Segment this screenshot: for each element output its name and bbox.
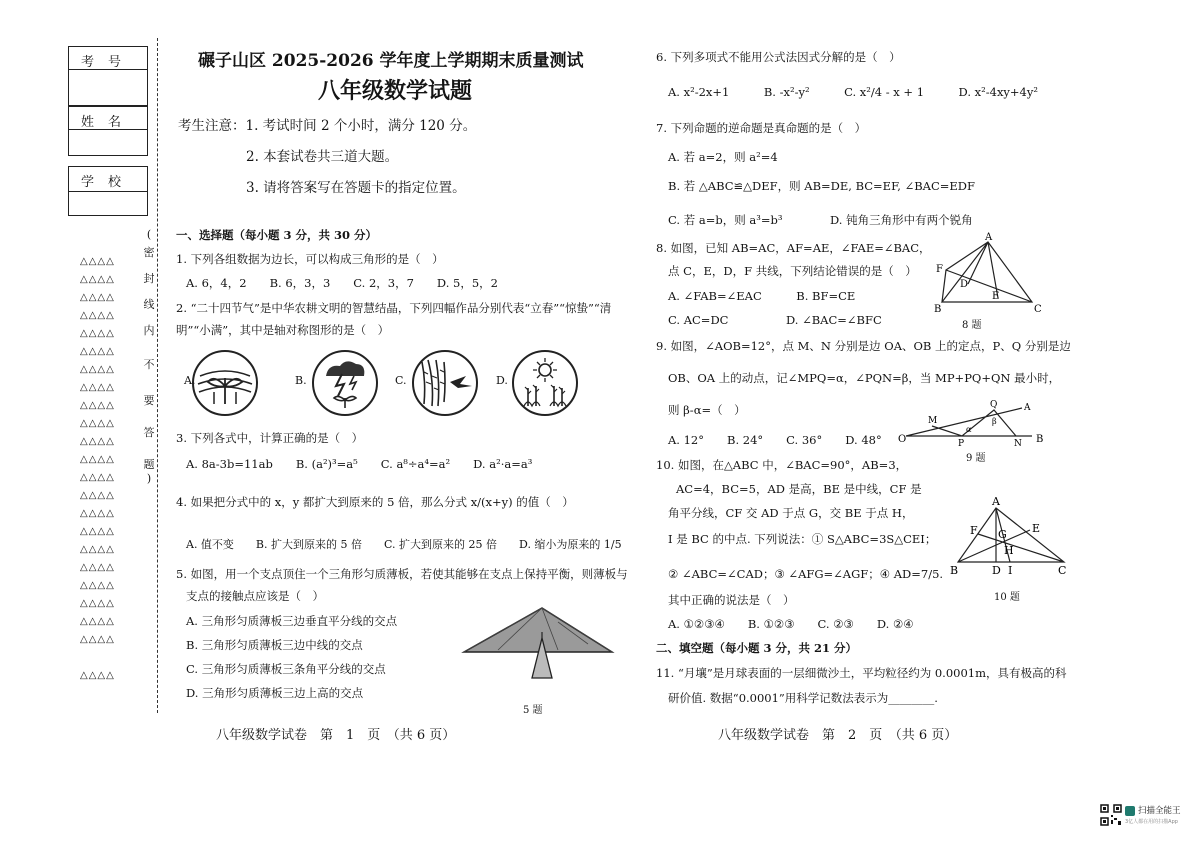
triangle-row: △△△△ [80, 400, 115, 411]
question-9-line-2: OB、OA 上的动点，记∠MPQ=α，∠PQN=β，当 MP+PQ+QN 最小时， [668, 371, 1061, 385]
name-box[interactable] [68, 106, 148, 156]
question-9-options: A. 12° B. 24° C. 36° D. 48° [668, 433, 882, 447]
triangle-row: △△△△ [80, 418, 115, 429]
exam-subtitle: 八年级数学试题 [318, 78, 473, 104]
question-3: 3. 下列各式中，计算正确的是（ ） [176, 431, 364, 445]
figure-5-caption: 5 题 [523, 705, 543, 716]
point-label: C [1058, 564, 1067, 577]
point-label: Q [990, 400, 998, 410]
question-7-option-d: D. 钝角三角形中有两个锐角 [830, 213, 973, 227]
triangle-row: △△△△ [80, 274, 115, 285]
question-10-line-6: 其中正确的说法是（ ） [668, 593, 795, 607]
question-1: 1. 下列各组数据为边长，可以构成三角形的是（ ） [176, 252, 444, 266]
figure-8-diagram [932, 232, 1048, 316]
sun-wheat-icon [514, 352, 576, 414]
question-2-line-1: 2. “二十四节气”是中华农耕文明的智慧结晶，下列四幅作品分别代表“立春”“惊蛰”“清 [176, 301, 612, 315]
notice-line-2: 2. 本套试卷共三道大题。 [246, 149, 399, 165]
solar-term-image-d [512, 350, 578, 416]
question-2-line-2: 明”“小满”，其中是轴对称图形的是（ ） [176, 323, 390, 337]
question-10-line-2: AC=4，BC=5，AD 是高，BE 是中线，CF 是 [676, 482, 922, 496]
triangle-row: △△△△ [80, 544, 115, 555]
triangle-row: △△△△ [80, 472, 115, 483]
triangle-row: △△△△ [80, 364, 115, 375]
triangle-row: △△△△ [80, 598, 115, 609]
point-label: B [1036, 434, 1044, 445]
question-7: 7. 下列命题的逆命题是真命题的是（ ） [656, 121, 867, 135]
question-8-line-2: 点 C，E，D，F 共线，下列结论错误的是（ ） [668, 264, 917, 278]
question-10-line-5: ② ∠ABC=∠CAD；③ ∠AFG=∠AGF；④ AD=7/5. [668, 567, 944, 581]
page-1-footer: 八年级数学试卷 第 1 页 （共 6 页） [216, 728, 456, 743]
seal-char: 内 [143, 324, 155, 337]
page-2-footer: 八年级数学试卷 第 2 页 （共 6 页） [718, 728, 958, 743]
question-10-options: A. ①②③④ B. ①②③ C. ②③ D. ②④ [668, 617, 914, 631]
balance-plate-figure [458, 604, 618, 714]
angle-label: β [992, 417, 997, 426]
exam-number-label: 考号 [80, 55, 135, 70]
option-label: A. [184, 374, 196, 387]
triangle-row: △△△△ [80, 454, 115, 465]
question-10-line-4: I 是 BC 的中点. 下列说法：① S△ABC=3S△CEI； [668, 532, 937, 546]
triangle-row: △△△△ [80, 346, 115, 357]
point-label: F [970, 524, 978, 537]
figure-10-diagram [948, 496, 1070, 580]
triangle-row: △△△△ [80, 328, 115, 339]
question-10-line-3: 角平分线，CF 交 AD 于点 G，交 BE 于点 H， [668, 506, 914, 520]
triangle-row: △△△△ [80, 634, 115, 645]
triangle-row: △△△△ [80, 490, 115, 501]
triangle-row: △△△△ [80, 292, 115, 303]
name-label: 姓名 [80, 115, 135, 130]
solar-term-image-c [412, 350, 478, 416]
question-6-options: A. x²-2x+1 B. -x²-y² C. x²/4 - x + 1 D. x²-4xy+4y² [668, 85, 1038, 99]
scanner-app-name: 扫描全能王 [1138, 806, 1181, 816]
question-8-options-ab: A. ∠FAB=∠EAC B. BF=CE [668, 289, 856, 303]
point-label: M [928, 416, 938, 426]
triangle-row: △△△△ [80, 562, 115, 573]
scanner-app-slogan: 3亿人都在用的扫描App [1125, 819, 1178, 825]
triangle-row: △△△△ [80, 580, 115, 591]
question-9-line-3: 则 β-α=（ ） [668, 403, 746, 417]
question-5-line-1: 5. 如图，用一个支点顶住一个三角形匀质薄板，若使其能够在支点上保持平衡，则薄板与 [176, 567, 628, 581]
section-heading: 一、选择题（每小题 3 分，共 30 分） [176, 228, 378, 242]
question-5-option-a: A. 三角形匀质薄板三边垂直平分线的交点 [186, 614, 398, 628]
triangle-row: △△△△ [80, 526, 115, 537]
triangle-row: △△△△ [80, 508, 115, 519]
point-label: D [960, 279, 969, 290]
figure-10-caption: 10 题 [994, 592, 1020, 603]
question-1-options: A. 6，4，2 B. 6，3，3 C. 2，3，7 D. 5，5，2 [186, 276, 498, 290]
question-5-option-b: B. 三角形匀质薄板三边中线的交点 [186, 638, 363, 652]
question-6: 6. 下列多项式不能用公式法因式分解的是（ ） [656, 50, 901, 64]
exam-number-box[interactable] [68, 46, 148, 106]
figure-9-caption: 9 题 [966, 453, 986, 464]
seal-char: 线 [143, 298, 155, 311]
thunder-icon [314, 352, 376, 414]
question-4: 4. 如果把分式中的 x，y 都扩大到原来的 5 倍，那么分式 x/(x+y) 的值（ ） [176, 495, 574, 509]
question-8-line-1: 8. 如图，已知 AB=AC，AF=AE，∠FAE=∠BAC， [656, 241, 931, 255]
point-label: O [898, 434, 907, 445]
solar-term-image-a [192, 350, 258, 416]
triangle-row: △△△△ [80, 436, 115, 447]
point-label: A [992, 496, 1000, 508]
triangle-row: △△△△ [80, 310, 115, 321]
divider [69, 129, 147, 130]
question-4-options: A. 值不变 B. 扩大到原来的 5 倍 C. 扩大到原来的 25 倍 D. 缩小为原来的 1/5 [186, 538, 622, 551]
divider [69, 191, 147, 192]
point-label: B [950, 564, 959, 577]
figure-9-diagram [896, 398, 1048, 446]
seal-char: 不 [143, 358, 155, 371]
cs-logo-icon [1125, 806, 1135, 816]
question-11-line-1: 11. “月壤”是月球表面的一层细微沙土，平均粒径约为 0.0001m，具有极高的科 [656, 666, 1067, 680]
point-label: H [1004, 544, 1014, 557]
option-label: B. [295, 374, 307, 387]
triangle-row: △△△△ [80, 256, 115, 267]
point-label: A [1024, 403, 1031, 413]
question-11-line-2: 研价值. 数据“0.0001”用科学记数法表示为________. [668, 691, 938, 705]
question-10-line-1: 10. 如图，在△ABC 中，∠BAC=90°，AB=3， [656, 458, 908, 472]
notice-line-1: 考生注意：1. 考试时间 2 个小时，满分 120 分。 [178, 118, 477, 134]
question-7-option-c: C. 若 a=b，则 a³=b³ [668, 213, 783, 227]
divider [69, 69, 147, 70]
qr-code-icon [1100, 804, 1122, 826]
plant-icon [194, 352, 256, 414]
angle-label: α [966, 425, 972, 434]
triangle-row: △△△△ [80, 616, 115, 627]
scanner-watermark [1100, 802, 1184, 828]
point-label: F [936, 264, 943, 275]
seal-char: 密 [143, 246, 155, 259]
seal-char: ) [146, 472, 152, 485]
question-5-option-c: C. 三角形匀质薄板三条角平分线的交点 [186, 662, 386, 676]
school-label: 学校 [80, 175, 135, 190]
question-7-option-b: B. 若 △ABC≌△DEF，则 AB=DE, BC=EF, ∠BAC=EDF [668, 179, 975, 193]
seal-char: 答 [143, 426, 155, 439]
figure-8-caption: 8 题 [962, 320, 982, 331]
question-5-option-d: D. 三角形匀质薄板三边上高的交点 [186, 686, 364, 700]
school-box[interactable] [68, 166, 148, 216]
question-3-options: A. 8a-3b=11ab B. (a²)³=a⁵ C. a⁸÷a⁴=a² D. a²·a=a³ [186, 457, 533, 471]
point-label: P [958, 439, 965, 446]
triangle-row: △△△△ [80, 670, 115, 681]
seal-char: ( [146, 228, 152, 241]
seal-char: 要 [143, 394, 155, 407]
option-label: C. [395, 374, 407, 387]
seal-char: 封 [143, 272, 155, 285]
point-label: B [934, 304, 942, 315]
point-label: E [1032, 522, 1041, 535]
willow-swallow-icon [414, 352, 476, 414]
exam-title: 碾子山区 2025-2026 学年度上学期期末质量测试 [198, 51, 584, 71]
question-5-line-2: 支点的接触点应该是（ ） [186, 589, 324, 603]
point-label: C [1034, 304, 1042, 315]
option-label: D. [496, 374, 508, 387]
point-label: E [992, 291, 1000, 302]
seal-dashed-line [157, 38, 158, 713]
point-label: I [1008, 564, 1013, 577]
question-8-options-cd: C. AC=DC D. ∠BAC=∠BFC [668, 313, 882, 327]
point-label: G [998, 528, 1007, 541]
question-9-line-1: 9. 如图，∠AOB=12°，点 M、N 分别是边 OA、OB 上的定点，P、Q 分别是边 [656, 339, 1071, 353]
point-label: D [992, 564, 1001, 577]
notice-line-3: 3. 请将答案写在答题卡的指定位置。 [246, 180, 466, 196]
question-7-option-a: A. 若 a=2，则 a²=4 [668, 150, 778, 164]
triangle-row: △△△△ [80, 382, 115, 393]
section-heading: 二、填空题（每小题 3 分，共 21 分） [656, 641, 858, 655]
solar-term-image-b [312, 350, 378, 416]
seal-char: 题 [143, 458, 155, 471]
point-label: A [985, 232, 993, 243]
point-label: N [1014, 439, 1022, 446]
